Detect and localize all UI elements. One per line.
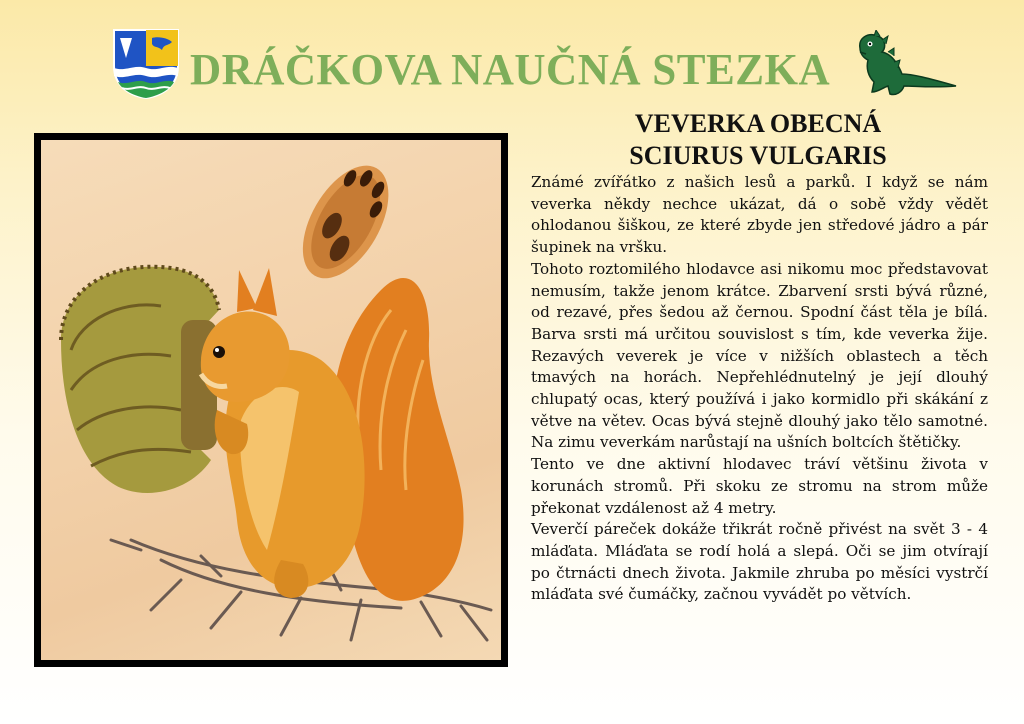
species-latin-name: SCIURUS VULGARIS	[629, 141, 887, 170]
paragraph: Známé zvířátko z našich lesů a parků. I když se nám veverka někdy nechce ukázat, dá o sobě vždy vědět ohlodanou šiškou, ze které zbyde jen středové jádro a pár šupinek na vršku.	[531, 173, 988, 257]
coat-of-arms-icon	[112, 28, 180, 100]
paragraph: Tohoto roztomilého hlodavce asi nikomu moc představovat nemusím, takže jenom krátce. Zbarvení srsti bývá různé, od rezavé, přes šedou až černou. Spodní část těla je bílá. Barva srsti má určitou souvislost s tím, kde veverka žije. Rezavých veverek je více v nižších oblastech a těch tmavých na horách. Nepřehlédnutelný je její dlouhý chlupatý ocas, který používá i jako kormidlo při skákání z větve na větev. Ocas bývá stejně dlouhý jako tělo samotné. Na zimu veverkám narůstají na ušních boltcích štětičky.	[531, 259, 988, 452]
pine-cone-icon	[61, 267, 219, 493]
squirrel-illustration	[34, 133, 508, 667]
dragon-mascot-icon	[852, 30, 962, 98]
species-heading	[530, 108, 986, 172]
page-title: DRÁČKOVA NAUČNÁ STEZKA	[190, 45, 831, 94]
article-body	[531, 172, 988, 606]
paragraph: Tento ve dne aktivní hlodavec tráví většinu života v korunách stromů. Při skoku ze stromu na strom může překonat vzdálenost až 4 metry.	[531, 455, 988, 517]
paragraph: Veverčí páreček dokáže třikrát ročně přivést na svět 3 - 4 mláďata. Mláďata se rodí holá a slepá. Oči se jim otvírají po čtrnácti dnech života. Jakmile zhruba po měsíci vystrčí mláďata své čumáčky, začnou vyvádět po větvích.	[531, 520, 988, 604]
squirrel-footprint-icon	[285, 151, 406, 292]
species-name: VEVERKA OBECNÁ	[634, 109, 882, 138]
